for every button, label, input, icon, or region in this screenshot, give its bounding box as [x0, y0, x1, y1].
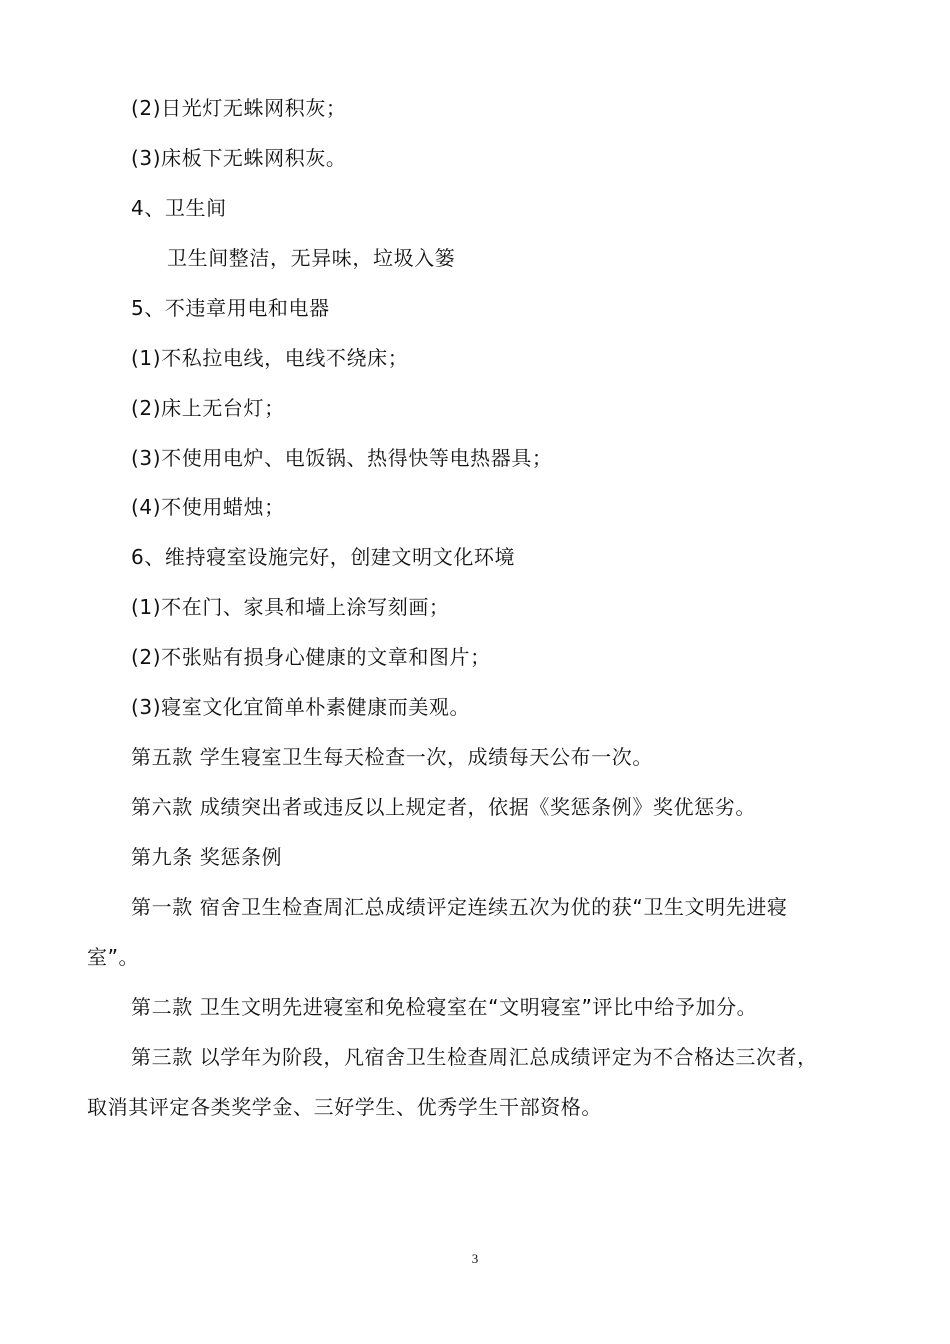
text-line: (1)不私拉电线，电线不绕床；	[131, 346, 409, 370]
section-heading: 6、维持寝室设施完好，创建文明文化环境	[131, 545, 516, 569]
clause-line: 第六款 成绩突出者或违反以上规定者，依据《奖惩条例》奖优惩劣。	[131, 795, 756, 819]
text-line: (1)不在门、家具和墙上涂写刻画；	[131, 595, 450, 619]
clause-continuation: 取消其评定各类奖学金、三好学生、优秀学生干部资格。	[87, 1095, 602, 1119]
text-line: (4)不使用蜡烛；	[131, 495, 285, 519]
text-line: (3)寝室文化宜简单朴素健康而美观。	[131, 695, 471, 719]
page-number: 3	[471, 1251, 479, 1266]
clause-line: 第五款 学生寝室卫生每天检查一次，成绩每天公布一次。	[131, 745, 653, 769]
clause-line: 第三款 以学年为阶段，凡宿舍卫生检查周汇总成绩评定为不合格达三次者，	[131, 1045, 818, 1069]
text-line: (3)不使用电炉、电饭锅、热得快等电热器具；	[131, 446, 553, 470]
section-heading: 4、卫生间	[131, 196, 227, 220]
clause-continuation: 室”。	[87, 945, 140, 969]
clause-line: 第一款 宿舍卫生检查周汇总成绩评定连续五次为优的获“卫生文明先进寝	[131, 895, 788, 919]
text-line: (2)床上无台灯；	[131, 396, 285, 420]
text-line: (2)不张贴有损身心健康的文章和图片；	[131, 645, 491, 669]
text-line: (2)日光灯无蛛网积灰；	[131, 96, 347, 120]
section-heading: 5、不违章用电和电器	[131, 296, 330, 320]
text-line: 卫生间整洁，无异味，垃圾入篓	[167, 246, 456, 270]
clause-line: 第二款 卫生文明先进寝室和免检寝室在“文明寝室”评比中给予加分。	[131, 995, 758, 1019]
text-line: (3)床板下无蛛网积灰。	[131, 146, 347, 170]
article-heading: 第九条 奖惩条例	[131, 845, 283, 869]
